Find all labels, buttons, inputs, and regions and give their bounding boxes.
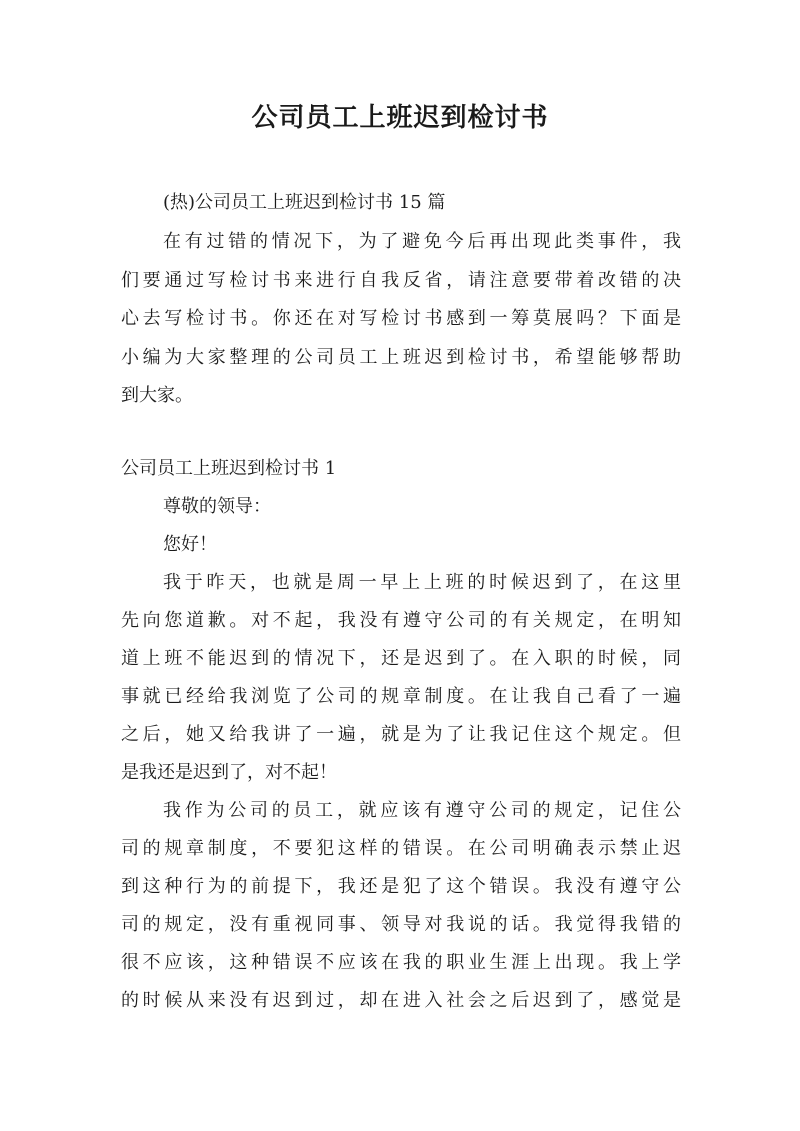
salutation: 尊敬的领导： [163, 496, 271, 517]
paragraph-line: 我作为公司的员工，就应该有遵守公司的规定，记住公 [163, 800, 681, 821]
intro-line: 在有过错的情况下，为了避免今后再出现此类事件，我 [163, 231, 681, 252]
paragraph-line: 道上班不能迟到的情况下，还是迟到了。在入职的时候，同 [121, 648, 681, 669]
paragraph-line: 先向您道歉。对不起，我没有遵守公司的有关规定，在明知 [121, 610, 681, 631]
document-subtitle: (热)公司员工上班迟到检讨书 15 篇 [163, 192, 446, 213]
intro-line: 到大家。 [121, 385, 193, 406]
section-heading: 公司员工上班迟到检讨书 1 [121, 458, 337, 479]
paragraph-line: 到这种行为的前提下，我还是犯了这个错误。我没有遵守公 [121, 876, 681, 897]
intro-line: 心去写检讨书。你还在对写检讨书感到一筹莫展吗？下面是 [121, 308, 681, 329]
paragraph-line: 事就已经给我浏览了公司的规章制度。在让我自己看了一遍 [121, 686, 681, 707]
paragraph-line: 之后，她又给我讲了一遍，就是为了让我记住这个规定。但 [121, 724, 681, 745]
paragraph-line: 我于昨天，也就是周一早上上班的时候迟到了，在这里 [163, 572, 681, 593]
greeting: 您好！ [163, 534, 217, 555]
paragraph-line: 是我还是迟到了，对不起！ [121, 762, 337, 783]
intro-line: 小编为大家整理的公司员工上班迟到检讨书，希望能够帮助 [121, 347, 681, 368]
paragraph-line: 司的规定，没有重视同事、领导对我说的话。我觉得我错的 [121, 914, 681, 935]
document-title: 公司员工上班迟到检讨书 [251, 103, 549, 133]
paragraph-line: 司的规章制度，不要犯这样的错误。在公司明确表示禁止迟 [121, 838, 681, 859]
paragraph-line: 很不应该，这种错误不应该在我的职业生涯上出现。我上学 [121, 952, 681, 973]
intro-line: 们要通过写检讨书来进行自我反省，请注意要带着改错的决 [121, 270, 681, 291]
paragraph-line: 的时候从来没有迟到过，却在进入社会之后迟到了，感觉是 [121, 990, 681, 1011]
